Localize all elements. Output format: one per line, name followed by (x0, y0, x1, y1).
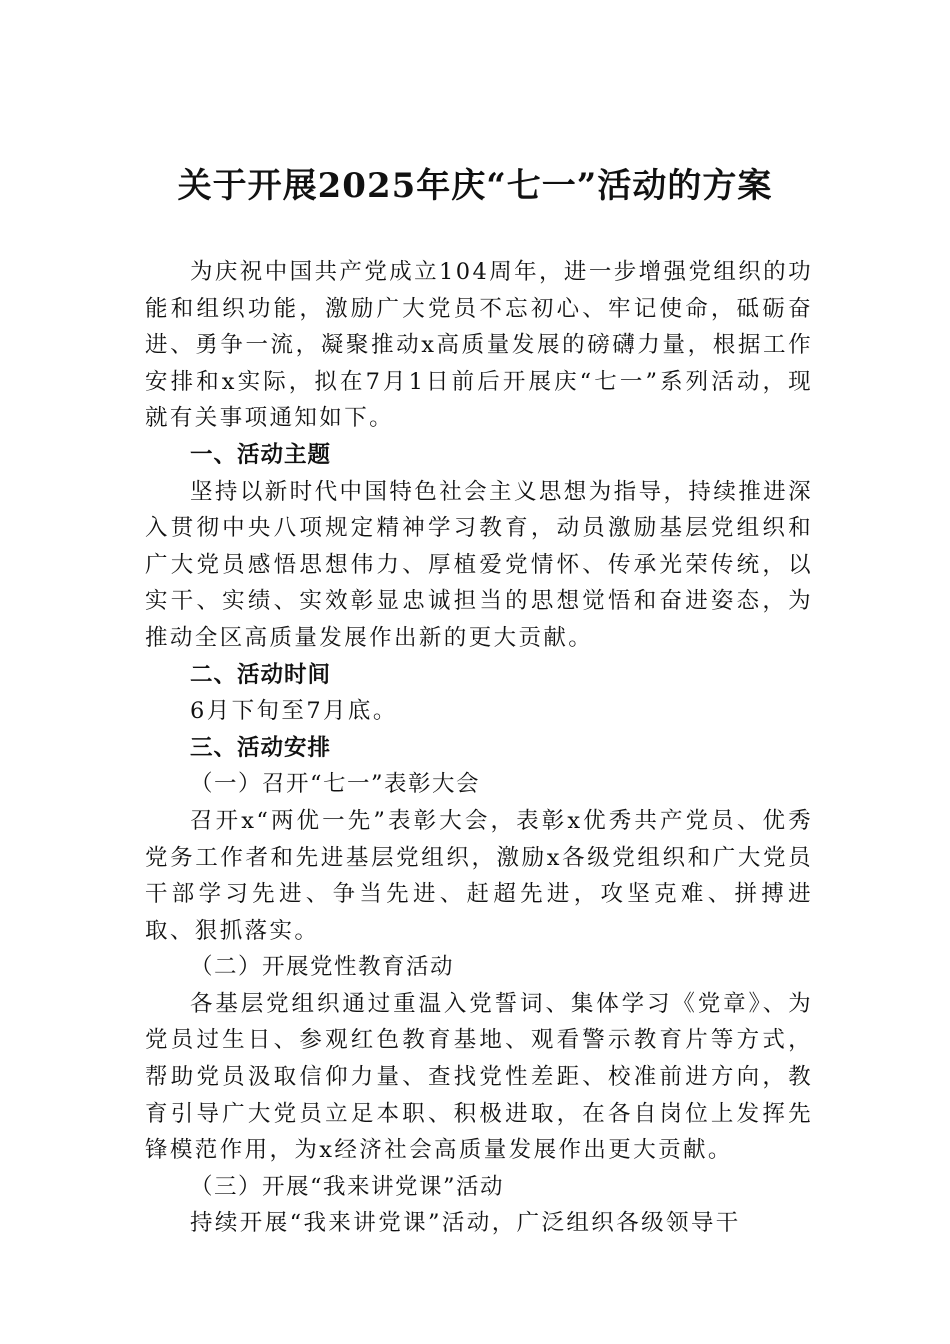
document-body (145, 254, 813, 1242)
subsection-heading-commendation: （一）召开“七一”表彰大会 (190, 771, 481, 798)
section-text-theme: 坚持以新时代中国特色社会主义思想为指导，持续推进深入贯彻中央八项规定精神学习教育，动员激励基层党组织和广大党员感悟思想伟力、厚植爱党情怀、传承光荣传统，以实干、实绩、实效彰显忠诚担当的思想觉悟和奋进姿态，为推动全区高质量发展作出新的更大贡献。 (145, 478, 813, 651)
section-heading-time: 二、活动时间 (190, 661, 332, 688)
section-heading-theme: 一、活动主题 (190, 441, 332, 468)
section-text-time: 6月下旬至7月底。 (190, 698, 398, 725)
subsection-text-party-lecture: 持续开展“我来讲党课”活动，广泛组织各级领导干 (190, 1210, 741, 1237)
document-title: 关于开展2025年庆“七一”活动的方案 (177, 166, 773, 206)
section-heading-arrangement: 三、活动安排 (190, 734, 332, 761)
subsection-heading-party-lecture: （三）开展“我来讲党课”活动 (190, 1173, 505, 1200)
subsection-heading-education: （二）开展党性教育活动 (190, 954, 455, 981)
subsection-text-education: 各基层党组织通过重温入党誓词、集体学习《党章》、为党员过生日、参观红色教育基地、观看警示教育片等方式，帮助党员汲取信仰力量、查找党性差距、校准前进方向，教育引导广大党员立足本职、积极进取，在各自岗位上发挥先锋模范作用，为x经济社会高质量发展作出更大贡献。 (145, 990, 813, 1164)
subsection-text-commendation: 召开x“两优一先”表彰大会，表彰x优秀共产党员、优秀党务工作者和先进基层党组织，激励x各级党组织和广大党员干部学习先进、争当先进、赶超先进，攻坚克难、拼搏进取、狠抓落实。 (145, 807, 813, 944)
intro-paragraph: 为庆祝中国共产党成立104周年，进一步增强党组织的功能和组织功能，激励广大党员不忘初心、牢记使命，砥砺奋进、勇争一流，凝聚推动x高质量发展的磅礴力量，根据工作安排和x实际，拟在7月1日前后开展庆“七一”系列活动，现就有关事项通知如下。 (145, 259, 813, 432)
